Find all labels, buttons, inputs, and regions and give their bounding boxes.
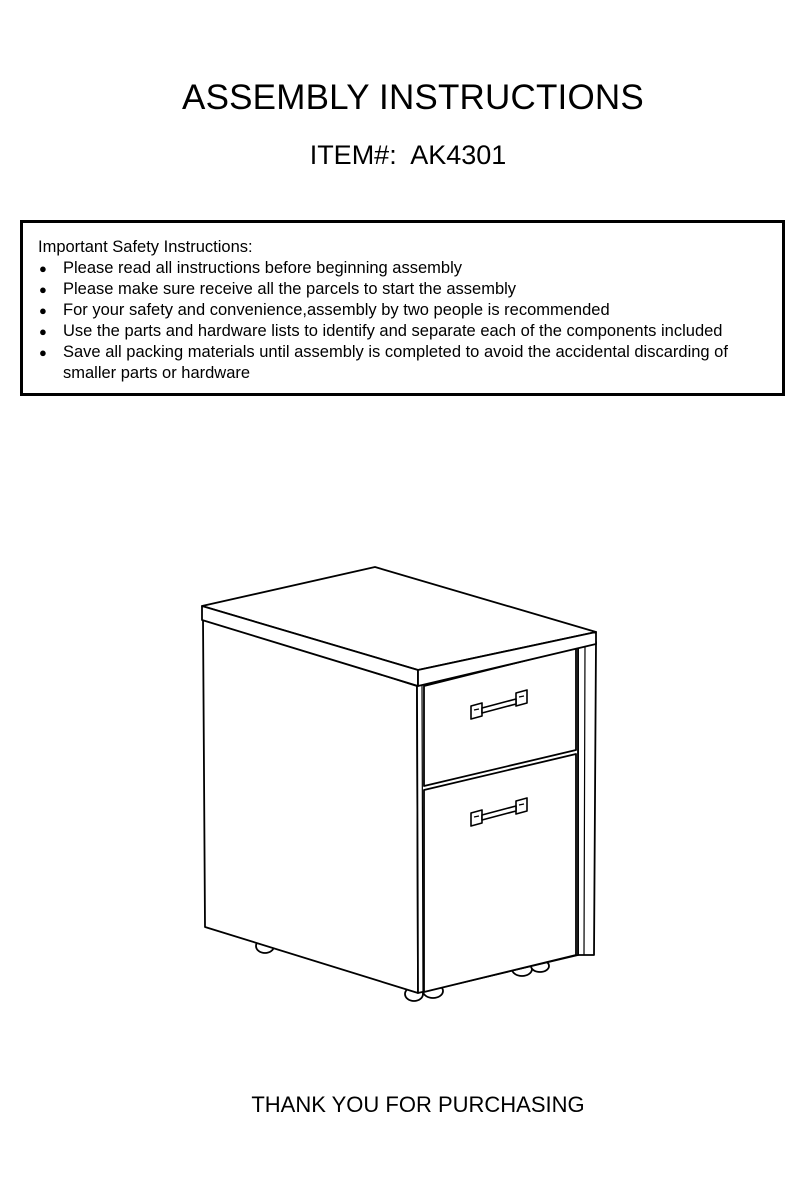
bullet-icon: ● xyxy=(39,282,47,297)
file-drawer xyxy=(424,754,576,992)
list-item xyxy=(38,342,763,384)
safety-item-text: Save all packing materials until assembly is completed to avoid the accidental discarding of smaller parts or hardware xyxy=(63,343,728,382)
list-item xyxy=(38,279,763,300)
safety-item-text: Please read all instructions before beginning assembly xyxy=(63,259,462,277)
bullet-icon: ● xyxy=(39,345,47,360)
item-number-line xyxy=(0,139,808,171)
safety-heading: Important Safety Instructions: xyxy=(38,238,253,256)
safety-item-text: Please make sure receive all the parcels to start the assembly xyxy=(63,280,517,298)
item-label: ITEM#: xyxy=(309,140,397,170)
bullet-icon: ● xyxy=(39,324,47,339)
bullet-icon: ● xyxy=(39,261,47,276)
side-panel xyxy=(578,642,596,955)
page-title: ASSEMBLY INSTRUCTIONS xyxy=(182,78,644,117)
safety-item-text: For your safety and convenience,assembly by two people is recommended xyxy=(63,301,610,319)
safety-list xyxy=(38,258,763,384)
list-item xyxy=(38,300,763,321)
item-number: AK4301 xyxy=(410,140,507,170)
bullet-icon: ● xyxy=(39,303,47,318)
list-item xyxy=(38,321,763,342)
list-item xyxy=(38,258,763,279)
thank-you-message: THANK YOU FOR PURCHASING xyxy=(251,1092,585,1117)
safety-item-text: Use the parts and hardware lists to identify and separate each of the components included xyxy=(63,322,723,340)
file-cabinet-icon xyxy=(190,560,610,1010)
safety-instructions-box xyxy=(20,220,785,396)
